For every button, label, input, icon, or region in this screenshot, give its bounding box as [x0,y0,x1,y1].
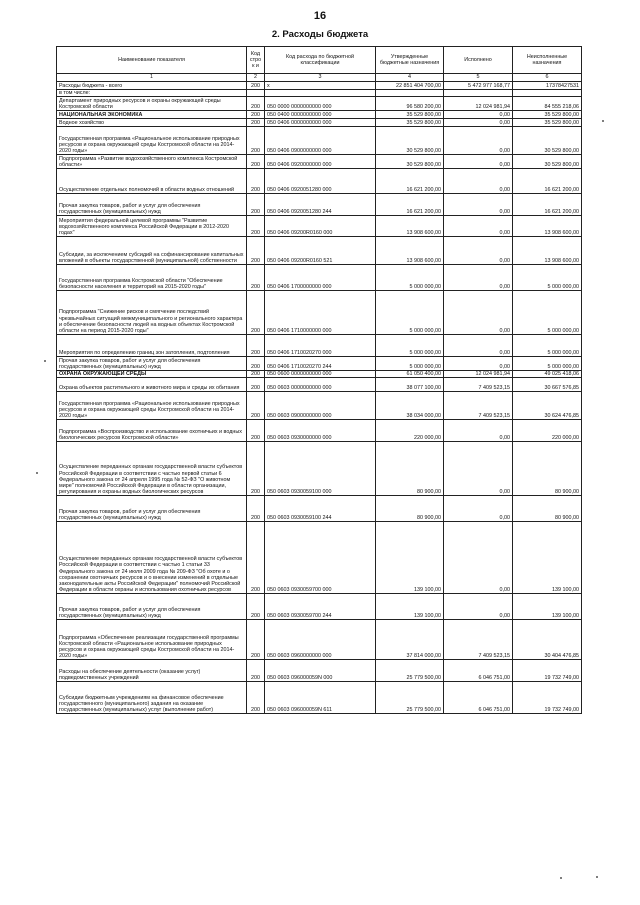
table-row [57,265,582,291]
row-executed: 0,00 [444,169,513,194]
row-remaining: 139 100,00 [513,522,582,594]
header-number: 1 [57,74,247,82]
row-line-code: 200 [247,97,265,111]
row-budget-code: 050 0406 1710020270 244 [265,357,376,371]
row-remaining: 49 025 418,06 [513,371,582,378]
row-budget-code: 050 0406 0920000000 000 [265,155,376,169]
row-line-code: 200 [247,119,265,127]
table-row [57,522,582,594]
row-name: Субсидии, за исключением субсидий на софинансирование капитальных вложений в объекты государственной (муниципальной) собственности [57,237,247,265]
row-line-code [247,90,265,97]
row-name: Мероприятия по определению границ зон затопления, подтопления [57,335,247,357]
row-line-code: 200 [247,594,265,620]
row-line-code: 200 [247,82,265,90]
row-name: Охрана объектов растительного и животного мира и среды их обитания [57,378,247,392]
row-approved: 38 034 000,00 [376,392,444,420]
row-name: Осуществление переданных органам государственной власти субъектов Российской Федерации в соответствии с частью первой статьи 6 Федерального закона от 24 апреля 1995 года № 52-ФЗ "О животном мире" полномочий Российской Федерации в области организации, регулирования и охраны водных биологических ресурсов [57,442,247,496]
row-executed: 12 024 981,94 [444,371,513,378]
row-name: Осуществление отдельных полномочий в области водных отношений [57,169,247,194]
row-executed: 0,00 [444,216,513,237]
table-row [57,111,582,119]
row-remaining: 84 555 218,06 [513,97,582,111]
table-row [57,496,582,522]
row-name: Подпрограмма «Обеспечение реализации государственной программы Костромской области «Рациональное использование природных ресурсов и охрана окружающей среды Костромской области на 2014-2020 годы» [57,620,247,660]
expenditure-table [56,46,582,714]
table-row [57,357,582,371]
row-executed: 0,00 [444,291,513,335]
table-row [57,378,582,392]
row-line-code: 200 [247,660,265,682]
row-executed: 12 024 981,94 [444,97,513,111]
table-row [57,169,582,194]
row-name: Департамент природных ресурсов и охраны окружающей среды Костромской области [57,97,247,111]
row-line-code: 200 [247,155,265,169]
header-numbers-row [57,74,582,82]
table-row [57,216,582,237]
row-line-code: 200 [247,620,265,660]
header-number: 3 [265,74,376,82]
row-line-code: 200 [247,127,265,155]
scan-speck [36,472,38,474]
row-name: Осуществление переданных органам государственной власти субъектов Российской Федерации в соответствии с частью 1 статьи 33 Федерального закона от 24 июля 2009 года № 209-ФЗ "Об охоте и о сохранении охотничьих ресурсов и о внесении изменений в отдельные законодательные акты Российской Федерации" полномочий Российской Федерации в области охраны и использования охотничьих ресурсов [57,522,247,594]
row-approved: 16 621 200,00 [376,194,444,216]
row-approved: 37 814 000,00 [376,620,444,660]
row-executed: 0,00 [444,357,513,371]
row-remaining: 19 732 749,00 [513,682,582,714]
row-budget-code: 050 0406 09200R0160 521 [265,237,376,265]
row-approved: 220 000,00 [376,420,444,442]
table-row [57,237,582,265]
row-executed: 0,00 [444,420,513,442]
row-budget-code: 050 0406 1700000000 000 [265,265,376,291]
row-approved: 16 621 200,00 [376,169,444,194]
row-line-code: 200 [247,335,265,357]
table-row [57,90,582,97]
row-budget-code: 050 0603 0960000000 000 [265,620,376,660]
row-approved [376,90,444,97]
row-approved: 80 900,00 [376,442,444,496]
table-row [57,97,582,111]
row-executed: 0,00 [444,594,513,620]
row-remaining: 16 621 200,00 [513,194,582,216]
row-executed: 5 472 977 168,77 [444,82,513,90]
row-name: Подпрограмма «Воспроизводство и использование охотничьих и водных биологических ресурсов Костромской области» [57,420,247,442]
row-approved: 5 000 000,00 [376,291,444,335]
row-budget-code: 050 0400 0000000000 000 [265,111,376,119]
row-remaining: 80 900,00 [513,442,582,496]
row-executed: 7 409 523,15 [444,620,513,660]
row-approved: 96 580 200,00 [376,97,444,111]
row-name: Прочая закупка товаров, работ и услуг для обеспечения государственных (муниципальных) нужд [57,357,247,371]
header-number: 2 [247,74,265,82]
row-remaining: 30 529 800,00 [513,155,582,169]
header-number: 4 [376,74,444,82]
table-row [57,127,582,155]
row-name: НАЦИОНАЛЬНАЯ ЭКОНОМИКА [57,111,247,119]
row-line-code: 200 [247,371,265,378]
scan-speck [596,876,598,878]
row-line-code: 200 [247,265,265,291]
row-remaining: 5 000 000,00 [513,265,582,291]
row-approved: 38 077 100,00 [376,378,444,392]
row-approved: 30 529 800,00 [376,155,444,169]
row-budget-code: 050 0603 0930059700 000 [265,522,376,594]
row-remaining: 220 000,00 [513,420,582,442]
table-row [57,442,582,496]
row-approved: 30 529 800,00 [376,127,444,155]
row-approved: 13 908 600,00 [376,237,444,265]
row-remaining: 17378427531 [513,82,582,90]
row-budget-code: 050 0406 0920051280 244 [265,194,376,216]
row-remaining [513,90,582,97]
row-approved: 35 529 800,00 [376,111,444,119]
row-executed: 0,00 [444,335,513,357]
row-remaining: 16 621 200,00 [513,169,582,194]
row-executed: 7 409 523,15 [444,378,513,392]
row-remaining: 5 000 000,00 [513,291,582,335]
row-name: Прочая закупка товаров, работ и услуг для обеспечения государственных (муниципальных) нужд [57,496,247,522]
row-approved: 5 000 000,00 [376,335,444,357]
row-budget-code: x [265,82,376,90]
table-row [57,335,582,357]
row-name: Водное хозяйство [57,119,247,127]
row-executed: 0,00 [444,237,513,265]
row-executed: 0,00 [444,111,513,119]
row-remaining: 5 000 000,00 [513,335,582,357]
row-line-code: 200 [247,420,265,442]
row-budget-code: 050 0603 096000059N 611 [265,682,376,714]
row-name: Расходы на обеспечение деятельности (оказание услуг) подведомственных учреждений [57,660,247,682]
row-approved: 13 908 600,00 [376,216,444,237]
table-row [57,291,582,335]
row-executed: 6 046 751,00 [444,660,513,682]
row-line-code: 200 [247,682,265,714]
row-name: Субсидии бюджетным учреждениям на финансовое обеспечение государственного (муниципального) задания на оказание государственных (муниципальных) услуг (выполнение работ) [57,682,247,714]
table-row [57,420,582,442]
row-name: Подпрограмма «Развитие водохозяйственного комплекса Костромской области» [57,155,247,169]
row-name: Прочая закупка товаров, работ и услуг для обеспечения государственных (муниципальных) нужд [57,594,247,620]
row-executed: 0,00 [444,442,513,496]
header-row [57,47,582,74]
row-name: ОХРАНА ОКРУЖАЮЩЕЙ СРЕДЫ [57,371,247,378]
row-budget-code: 050 0000 0000000000 000 [265,97,376,111]
page-number: 16 [313,10,327,22]
header-executed: Исполнено [444,47,513,74]
header-number: 5 [444,74,513,82]
row-executed: 0,00 [444,522,513,594]
header-approved: Утвержденные бюджетные назначения [376,47,444,74]
row-budget-code: 050 0603 0930059700 244 [265,594,376,620]
row-name: Прочая закупка товаров, работ и услуг для обеспечения государственных (муниципальных) нужд [57,194,247,216]
table-row [57,594,582,620]
row-name: Подпрограмма "Снижение рисков и смягчение последствий чрезвычайных ситуаций межмуниципального и регионального характера и обеспечение безопасности людей на водных объектах Костромской области на период 2015-2020 годы" [57,291,247,335]
row-approved: 5 000 000,00 [376,265,444,291]
row-remaining: 19 732 749,00 [513,660,582,682]
row-budget-code: 050 0603 0930000000 000 [265,420,376,442]
table-row [57,82,582,90]
row-executed: 6 046 751,00 [444,682,513,714]
table-row [57,371,582,378]
row-budget-code: 050 0406 0000000000 000 [265,119,376,127]
row-budget-code: 050 0406 0920051280 000 [265,169,376,194]
row-budget-code: 050 0406 1710000000 000 [265,291,376,335]
row-name: Мероприятия федеральной целевой программы "Развитие водохозяйственного комплекса Российской Федерации в 2012-2020 годах" [57,216,247,237]
table-row [57,620,582,660]
row-remaining: 139 100,00 [513,594,582,620]
row-remaining: 30 529 800,00 [513,127,582,155]
header-line-code: Код строк и [247,47,265,74]
row-executed [444,90,513,97]
scan-speck [560,877,562,879]
row-remaining: 30 624 476,85 [513,392,582,420]
table-row [57,155,582,169]
row-remaining: 35 529 800,00 [513,111,582,119]
row-approved: 35 529 800,00 [376,119,444,127]
row-remaining: 80 900,00 [513,496,582,522]
row-line-code: 200 [247,169,265,194]
row-line-code: 200 [247,522,265,594]
row-approved: 80 900,00 [376,496,444,522]
row-executed: 0,00 [444,194,513,216]
row-approved: 25 779 500,00 [376,660,444,682]
row-approved: 139 100,00 [376,522,444,594]
row-remaining: 13 908 600,00 [513,237,582,265]
table-row [57,682,582,714]
row-line-code: 200 [247,111,265,119]
table-row [57,392,582,420]
row-budget-code: 050 0603 0930059100 244 [265,496,376,522]
row-executed: 0,00 [444,119,513,127]
row-budget-code: 050 0603 096000059N 000 [265,660,376,682]
row-line-code: 200 [247,392,265,420]
row-executed: 7 409 523,15 [444,392,513,420]
row-name: Государственная программа Костромской области "Обеспечение безопасности населения и территорий на 2015-2020 годы" [57,265,247,291]
row-budget-code: 050 0406 1710020270 000 [265,335,376,357]
scan-speck [44,360,46,362]
row-executed: 0,00 [444,496,513,522]
row-executed: 0,00 [444,265,513,291]
row-budget-code: 050 0600 0000000000 000 [265,371,376,378]
row-budget-code [265,90,376,97]
row-remaining: 5 000 000,00 [513,357,582,371]
row-line-code: 200 [247,194,265,216]
row-executed: 0,00 [444,127,513,155]
row-approved: 139 100,00 [376,594,444,620]
header-number: 6 [513,74,582,82]
row-remaining: 13 908 600,00 [513,216,582,237]
row-approved: 25 779 500,00 [376,682,444,714]
row-line-code: 200 [247,237,265,265]
table-row [57,119,582,127]
row-line-code: 200 [247,378,265,392]
section-title: 2. Расходы бюджета [271,29,369,40]
scan-speck [602,120,604,122]
row-remaining: 30 667 576,85 [513,378,582,392]
row-name: Государственная программа «Рациональное использование природных ресурсов и охрана окружающей среды Костромской области на 2014-2020 годы» [57,392,247,420]
header-budget-code: Код расхода по бюджетной классификации [265,47,376,74]
header-name: Наименование показателя [57,47,247,74]
row-line-code: 200 [247,291,265,335]
row-name: в том числе: [57,90,247,97]
row-budget-code: 050 0603 0000000000 000 [265,378,376,392]
row-budget-code: 050 0406 09200R0160 000 [265,216,376,237]
row-line-code: 200 [247,442,265,496]
table-row [57,660,582,682]
row-line-code: 200 [247,357,265,371]
row-budget-code: 050 0406 0900000000 000 [265,127,376,155]
row-line-code: 200 [247,216,265,237]
row-approved: 22 851 404 700,00 [376,82,444,90]
row-remaining: 30 404 476,85 [513,620,582,660]
header-remaining: Неисполненные назначения [513,47,582,74]
row-budget-code: 050 0603 0930059100 000 [265,442,376,496]
row-name: Государственная программа «Рациональное использование природных ресурсов и охрана окружающей среды Костромской области на 2014-2020 годы» [57,127,247,155]
row-approved: 5 000 000,00 [376,357,444,371]
table-row [57,194,582,216]
row-remaining: 35 529 800,00 [513,119,582,127]
row-name: Расходы бюджета - всего [57,82,247,90]
row-executed: 0,00 [444,155,513,169]
row-line-code: 200 [247,496,265,522]
row-approved: 61 050 400,00 [376,371,444,378]
row-budget-code: 050 0603 0900000000 000 [265,392,376,420]
